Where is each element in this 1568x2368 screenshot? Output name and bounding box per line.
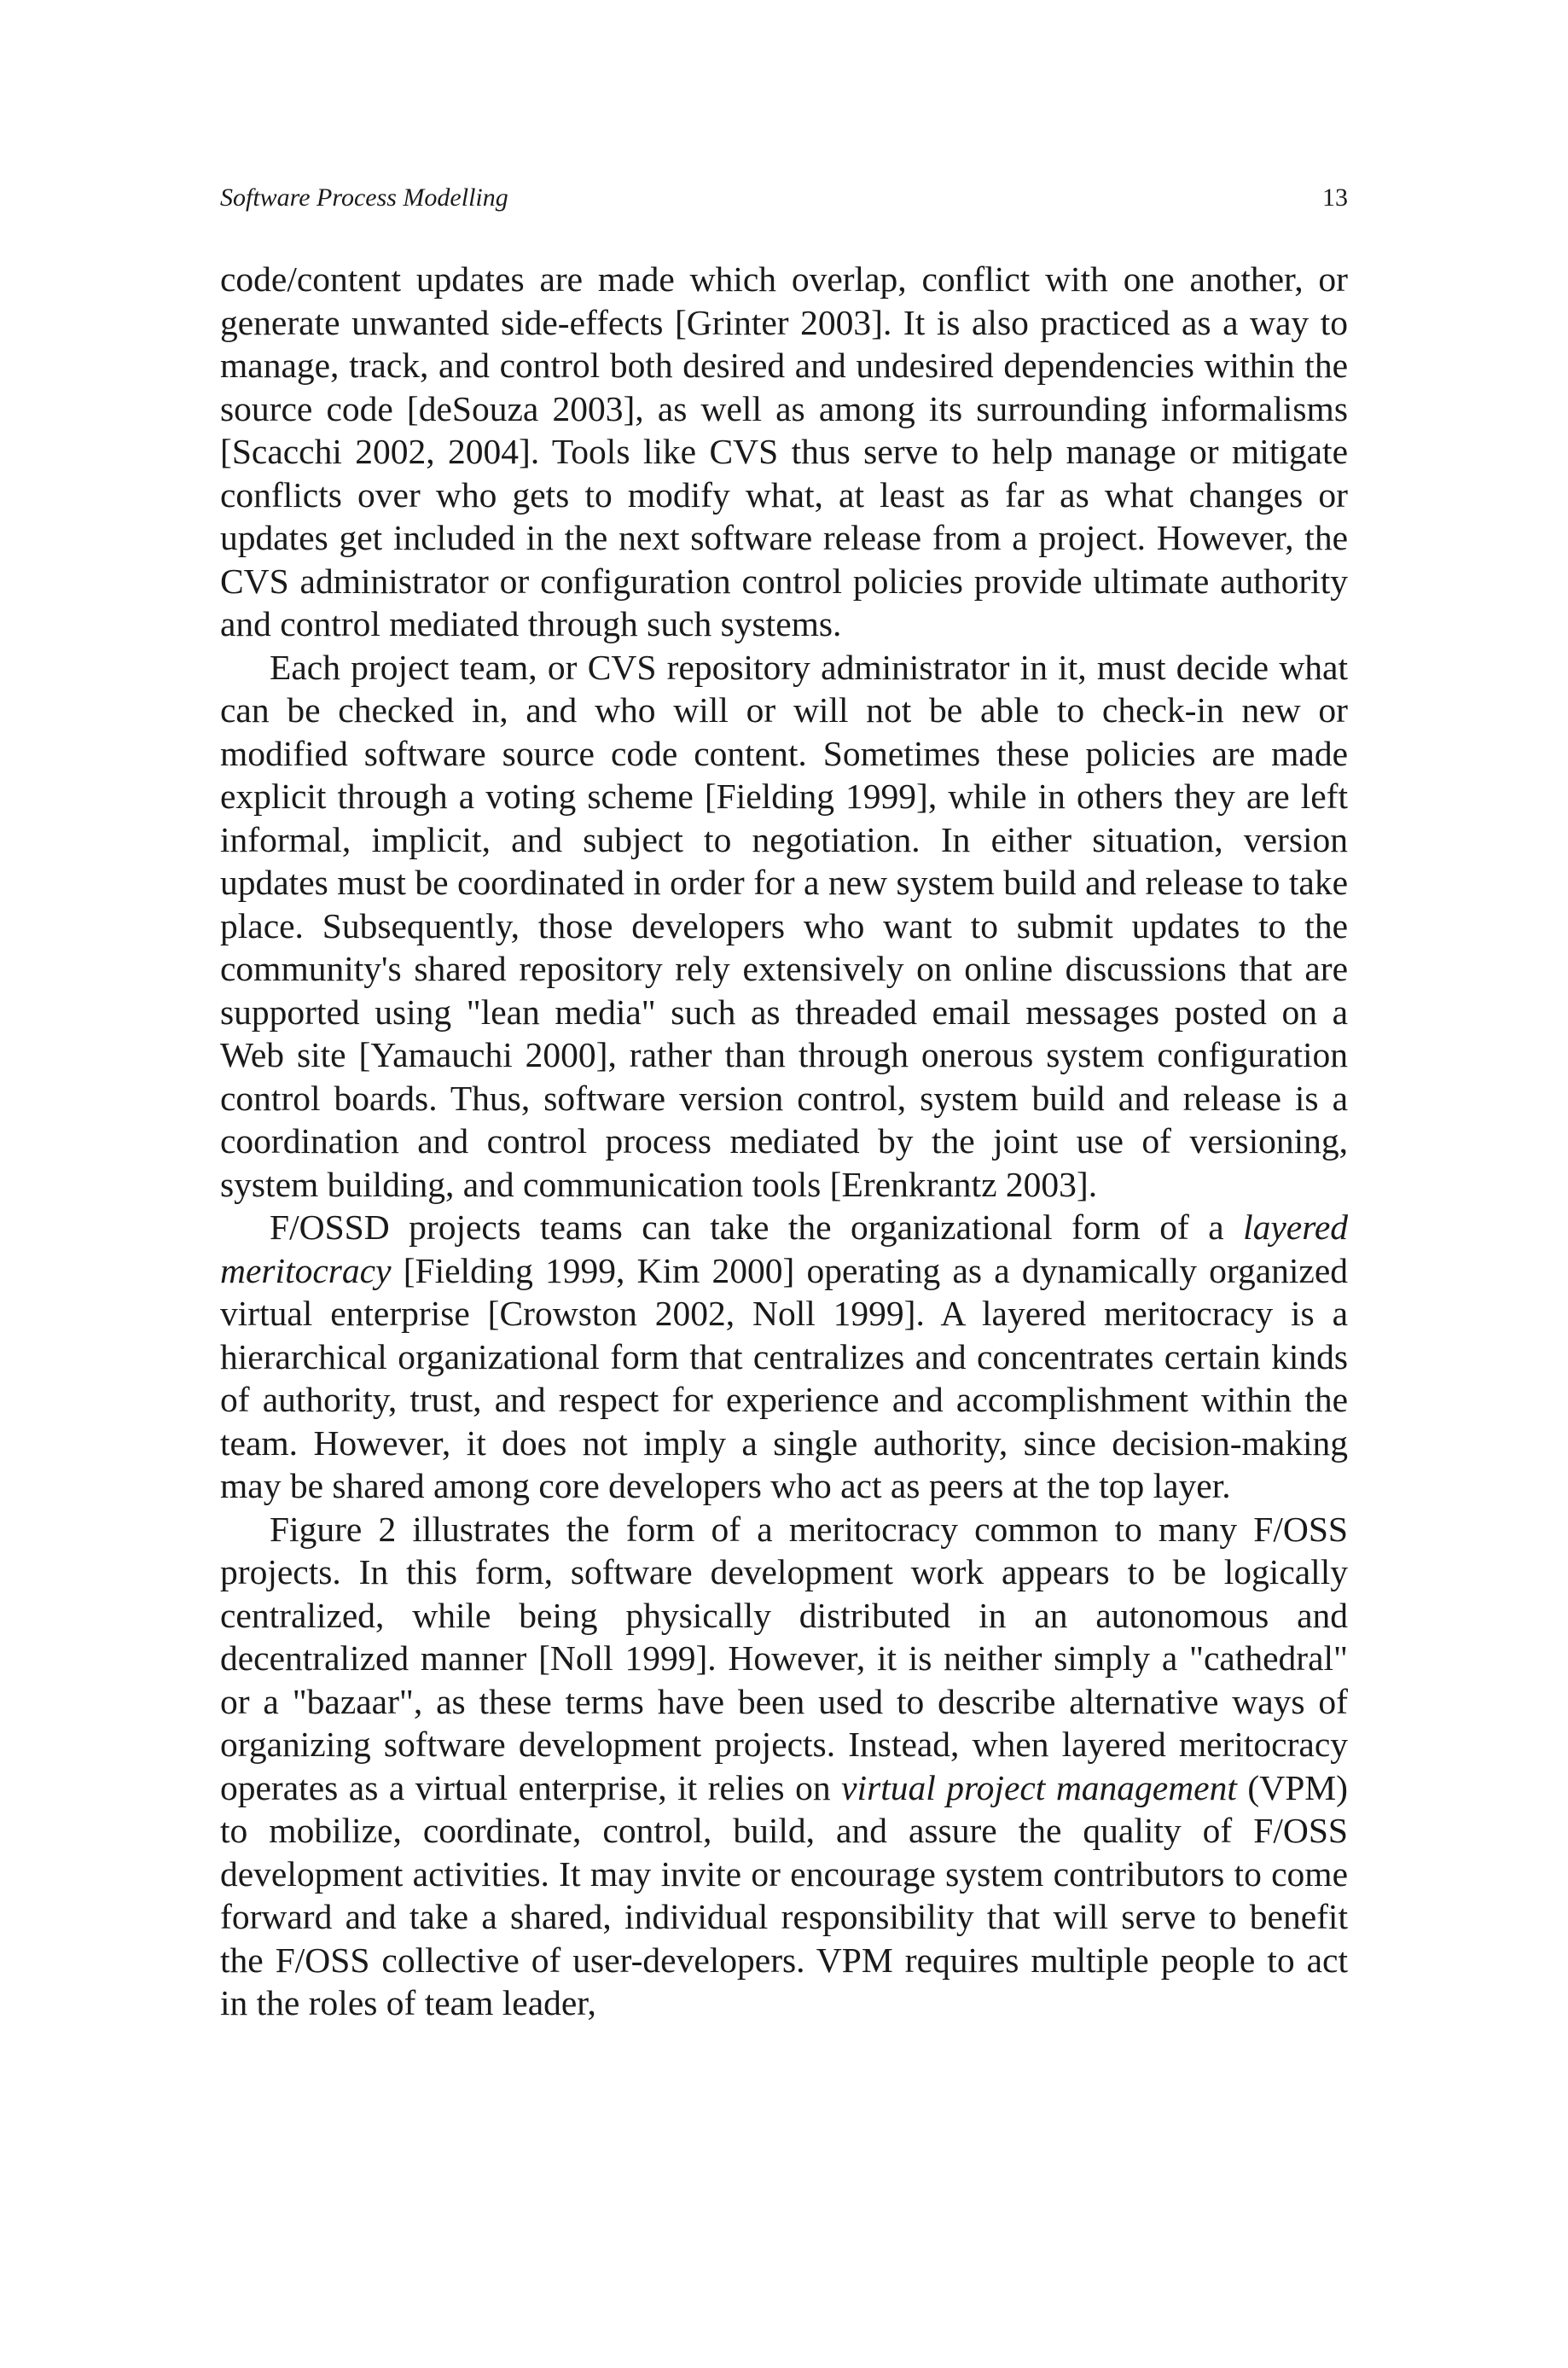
running-header <box>220 181 1348 215</box>
paragraph-3-text-a: F/OSSD projects teams can take the organizational form of a <box>270 1207 1244 1247</box>
paragraph-1 <box>220 258 1348 646</box>
running-title: Software Process Modelling <box>220 183 508 212</box>
page-number: 13 <box>1322 183 1348 212</box>
paragraph-2-text: Each project team, or CVS repository administrator in it, must decide what can be checked in, and who will or will not be able to check-in new or modified software source code content. Sometimes these policies are made explicit through a voting scheme [Fielding 1999], while in others they are left informal, implicit, and subject to negotiation. In either situation, version updates must be coordinated in order for a new system build and release to take place. Subsequently, those developers who want to submit updates to the community's shared repository rely extensively on online discussions that are supported using "lean media" such as threaded email messages posted on a Web site [Yamauchi 2000], rather than through onerous system configuration control boards. Thus, software version control, system build and release is a coordination and control process mediated by the joint use of versioning, system building, and communication tools [Erenkrantz 2003]. <box>220 647 1348 1204</box>
paragraph-3-text-b: [Fielding 1999, Kim 2000] operating as a dynamically organized virtual enterprise [Crowston 2002, Noll 1999]. A layered meritocracy is a hierarchical organizational form that centralizes and concentrates certain kinds of authority, trust, and respect for experience and accomplishment within the team. However, it does not imply a single authority, since decision-making may be shared among core developers who act as peers at the top layer. <box>220 1250 1348 1505</box>
paragraph-4 <box>220 1508 1348 2025</box>
body-text <box>220 258 1348 2025</box>
paragraph-4-text-a: Figure 2 illustrates the form of a meritocracy common to many F/OSS projects. In this form, software development work appears to be logically centralized, while being physically distributed in an autonomous and decentralized manner [Noll 1999]. However, it is neither simply a "cathedral" or a "bazaar", as these terms have been used to describe alternative ways of organizing software development projects. Instead, when layered meritocracy operates as a virtual enterprise, it relies on <box>220 1509 1348 1807</box>
paragraph-2 <box>220 646 1348 1207</box>
paragraph-1-text: code/content updates are made which overlap, conflict with one another, or generate unwanted side-effects [Grinter 2003]. It is also practiced as a way to manage, track, and control both desired and undesired dependencies within the source code [deSouza 2003], as well as among its surrounding informalisms [Scacchi 2002, 2004]. Tools like CVS thus serve to help manage or mitigate conflicts over who gets to modify what, at least as far as what changes or updates get included in the next software release from a project. However, the CVS administrator or configuration control policies provide ultimate authority and control mediated through such systems. <box>220 259 1348 643</box>
paragraph-3 <box>220 1206 1348 1508</box>
term-layered-meritocracy: layered meritocracy <box>220 1207 1348 1290</box>
term-virtual-project-management: virtual project management <box>841 1767 1237 1807</box>
paragraph-4-text-b: (VPM) to mobilize, coordinate, control, build, and assure the quality of F/OSS development activities. It may invite or encourage system contributors to come forward and take a shared, individual responsibility that will serve to benefit the F/OSS collective of user-developers. VPM requires multiple people to act in the roles of team leader, <box>220 1767 1348 2022</box>
